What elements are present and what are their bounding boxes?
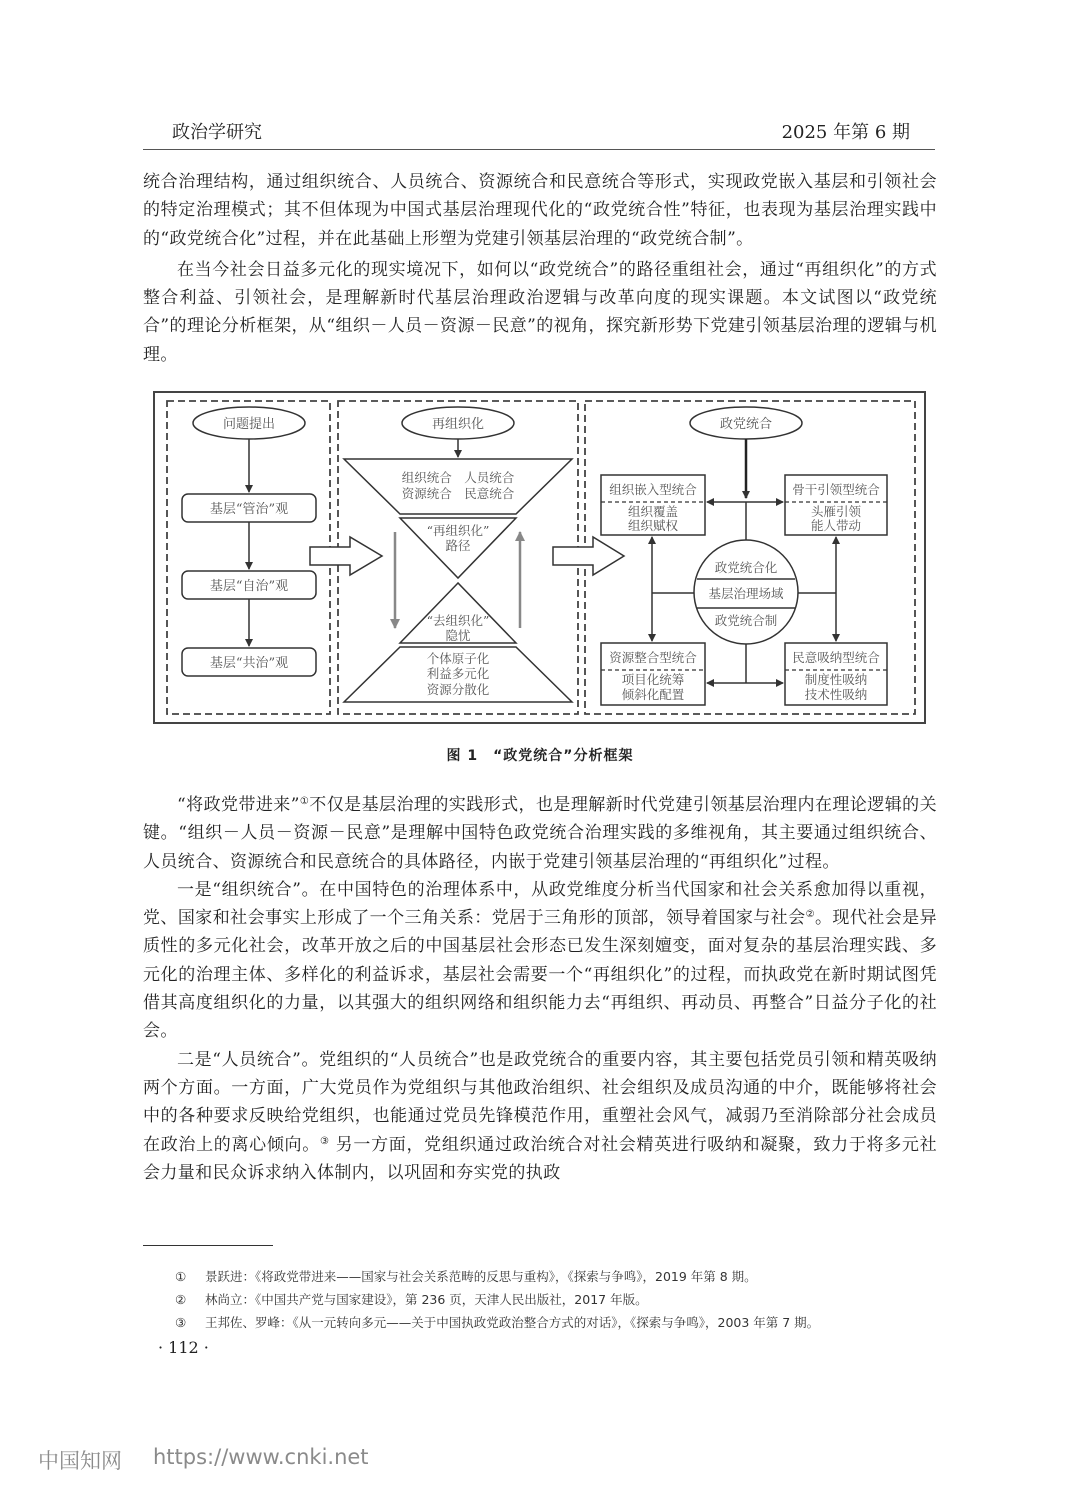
box-title: 组织嵌入型统合 (609, 482, 697, 497)
panel-transition-arrow (553, 537, 624, 575)
circle-label: 政党统合制 (714, 613, 778, 628)
footnote: ③ 王邦佐、罗峰：《从一元转向多元——关于中国执政党政治整合方式的对话》，《探索与争鸣》，2003 年第 7 期。 (175, 1315, 820, 1330)
step-label: 基层“共治”观 (209, 656, 289, 671)
triangle-label: 隐忧 (445, 628, 471, 643)
box-line: 组织覆盖 (627, 504, 679, 519)
footnote-ref[interactable]: ② (805, 909, 815, 921)
box-line: 制度性吸纳 (804, 672, 868, 687)
circle-label: 基层治理场域 (708, 586, 784, 601)
right-panel (601, 407, 887, 705)
figure-caption: 图 1 “政党统合”分析框架 (446, 748, 634, 764)
page-number: · 112 · (158, 1338, 209, 1357)
body-paragraph: 二是“人员统合”。党组织的“人员统合”也是政党统合的重要内容，其主要包括党员引领和精英吸纳两个方面。一方面，广大党员作为党组织与其他政治组织、社会组织及成员沟通的中介，既能够将社会中的各种要求反映给党组织，也能通过党员先锋模范作用，重塑社会风气，减弱乃至消除部分社会成员在政治上的离心倾向。③ 另一方面，党组织通过政治统合对社会精英进行吸纳和凝聚，致力于将多元社会力量和民众诉求纳入体制内，以巩固和夯实党的执政 (143, 1049, 937, 1183)
triangle-label: “去组织化” (426, 613, 490, 628)
issue-label: 2025 年第 6 期 (781, 122, 910, 143)
left-panel (182, 407, 316, 676)
journal-name: 政治学研究 (172, 122, 262, 143)
box-line: 头雁引领 (810, 504, 862, 519)
trapezoid-label: 资源统合 民意统合 (401, 486, 515, 501)
footnote: ② 林尚立：《中国共产党与国家建设》，第 236 页，天津人民出版社，2017 年版。 (175, 1292, 648, 1307)
ellipse-label: 再组织化 (431, 417, 485, 432)
box-line: 技术性吸纳 (804, 687, 868, 702)
step-label: 基层“自治”观 (209, 579, 289, 594)
trapezoid-label: 利益多元化 (426, 666, 490, 681)
box-line: 能人带动 (810, 518, 862, 533)
box-title: 资源整合型统合 (609, 650, 697, 665)
box-title: 骨干引领型统合 (792, 482, 880, 497)
box-title: 民意吸纳型统合 (792, 650, 880, 665)
intro-paragraph: 统合治理结构，通过组织统合、人员统合、资源统合和民意统合等形式，实现政党嵌入基层和引领社会的特定治理模式；其不但体现为中国式基层治理现代化的“政党统合性”特征，也表现为基层治理实践中的“政党统合化”过程，并在此基础上形塑为党建引领基层治理的“政党统合制”。 (143, 172, 937, 249)
body-text (143, 791, 937, 1187)
circle-label: 政党统合化 (714, 560, 778, 575)
watermark-brand: 中国知网 (38, 1449, 122, 1473)
step-label: 基层“管治”观 (209, 502, 289, 517)
body-paragraph: “将政党带进来”①不仅是基层治理的实践形式，也是理解新时代党建引领基层治理内在理论逻辑的关键。“组织－人员－资源－民意”是理解中国特色政党统合治理实践的多维视角，其主要通过组织统合、人员统合、资源统合和民意统合的具体路径，内嵌于党建引领基层治理的“再组织化”过程。 (143, 795, 937, 872)
box-line: 项目化统筹 (621, 672, 685, 687)
triangle-label: “再组织化” (426, 523, 490, 538)
panel-transition-arrow (310, 537, 382, 575)
footnote-rule (143, 1245, 273, 1246)
body-paragraph: 一是“组织统合”。在中国特色的治理体系中，从政党维度分析当代国家和社会关系愈加得以重视，党、国家和社会事实上形成了一个三角关系：党居于三角形的顶部，领导着国家与社会②。现代社会是异质性的多元化社会，改革开放之后的中国基层社会形态已发生深刻嬗变，面对复杂的基层治理实践、多元化的治理主体、多样化的利益诉求，基层社会需要一个“再组织化”的过程，而执政党在新时期试图凭借其高度组织化的力量，以其强大的组织网络和组织能力去“再组织、再动员、再整合”日益分子化的社会。 (143, 879, 937, 1042)
box-line: 组织赋权 (627, 518, 679, 533)
footnote-ref[interactable]: ③ (319, 1135, 330, 1147)
intro-paragraph: 在当今社会日益多元化的现实境况下，如何以“政党统合”的路径重组社会，通过“再组织化”的方式整合利益、引领社会，是理解新时代基层治理政治逻辑与改革向度的现实课题。本文试图以“政党统合”的理论分析框架，从“组织－人员－资源－民意”的视角，探究新形势下党建引领基层治理的逻辑与机理。 (143, 259, 937, 365)
watermark-url[interactable]: https://www.cnki.net (153, 1445, 369, 1469)
ellipse-label: 问题提出 (222, 417, 276, 432)
footnote: ① 景跃进：《将政党带进来——国家与社会关系范畴的反思与重构》，《探索与争鸣》，2019 年第 8 期。 (175, 1269, 757, 1284)
box-line: 倾斜化配置 (621, 687, 685, 702)
triangle-label: 路径 (445, 538, 471, 553)
ellipse-label: 政党统合 (719, 417, 773, 432)
footnote-ref[interactable]: ① (299, 796, 310, 807)
trapezoid-label: 资源分散化 (426, 682, 490, 697)
trapezoid-label: 个体原子化 (426, 651, 490, 666)
trapezoid-label: 组织统合 人员统合 (401, 470, 515, 485)
